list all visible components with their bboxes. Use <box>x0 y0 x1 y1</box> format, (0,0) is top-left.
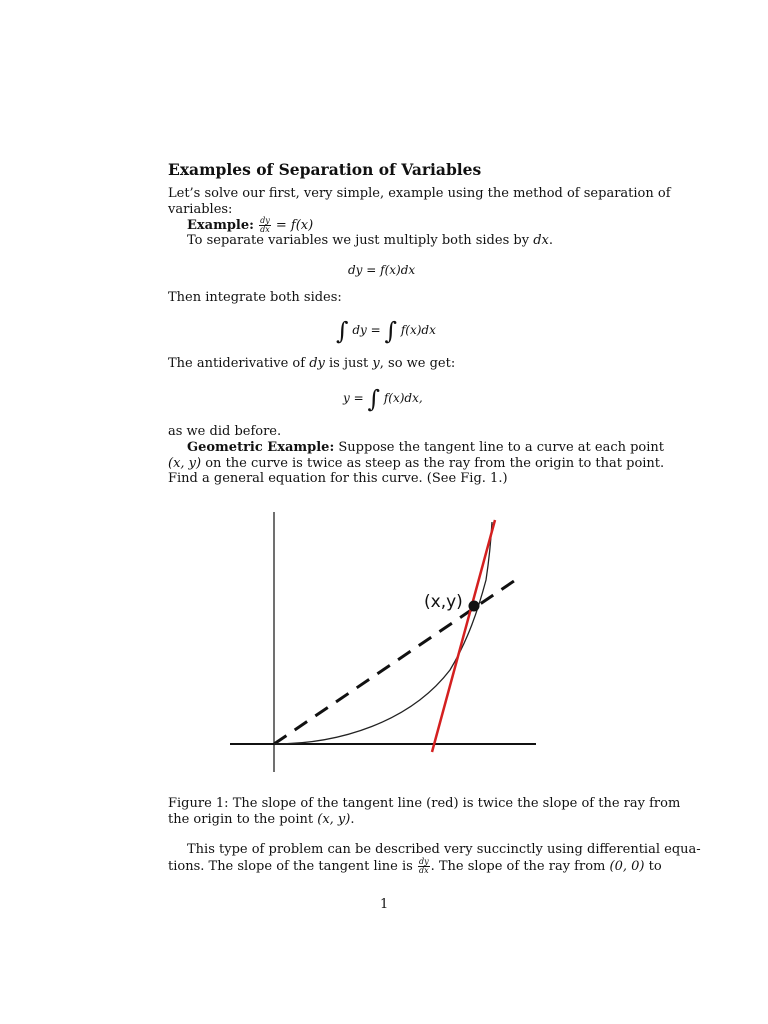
point-marker <box>469 601 480 612</box>
antiderivative-line: The antiderivative of dy is just y, so we get: <box>168 356 456 371</box>
separate-line: To separate variables we just multiply both sides by dx. <box>187 233 553 248</box>
intro-line-2: variables: <box>168 202 233 217</box>
geometric-line-2: (x, y) on the curve is twice as steep as the ray from the origin to that point. <box>168 456 665 471</box>
dy-dx-fraction: $\frac{dy}{dx}$ <box>260 216 270 234</box>
curve <box>274 522 492 744</box>
example-label: Example: <box>187 218 254 233</box>
tangent-line <box>432 520 495 752</box>
geometric-line-1: Geometric Example: Suppose the tangent line to a curve at each point <box>187 440 665 455</box>
geometric-line-3: Find a general equation for this curve. (See Fig. 1.) <box>168 471 508 486</box>
caption-line-2: the origin to the point (x, y). <box>168 812 355 827</box>
integral-sign: ∫ <box>367 385 380 413</box>
integral-sign: ∫ <box>384 317 398 345</box>
dy-dx-fraction: $\frac{dy}{dx}$ <box>418 857 429 875</box>
integrate-line: Then integrate both sides: <box>168 290 342 305</box>
equation-3: y = ∫ f(x)dx, <box>343 385 423 413</box>
example-rhs: = f(x) <box>275 218 314 233</box>
page-number: 1 <box>380 897 389 912</box>
section-title: Examples of Separation of Variables <box>168 160 482 179</box>
closing-line-2: tions. The slope of the tangent line is $\frac{dy}{dx}$ . The slope of the ray from (0, 0) to <box>168 857 662 875</box>
closing-line-1: This type of problem can be described very succinctly using differential equa- <box>187 842 701 857</box>
point-label: (x,y) <box>424 592 463 612</box>
intro-line-1: Let’s solve our first, very simple, example using the method of separation of <box>168 186 671 201</box>
caption-line-1: Figure 1: The slope of the tangent line (red) is twice the slope of the ray from <box>168 796 681 811</box>
equation-1: dy = f(x)dx <box>348 263 416 277</box>
equation-2: ∫ dy = ∫ f(x)dx <box>336 317 436 345</box>
integral-sign: ∫ <box>336 317 349 345</box>
before-line: as we did before. <box>168 424 282 439</box>
